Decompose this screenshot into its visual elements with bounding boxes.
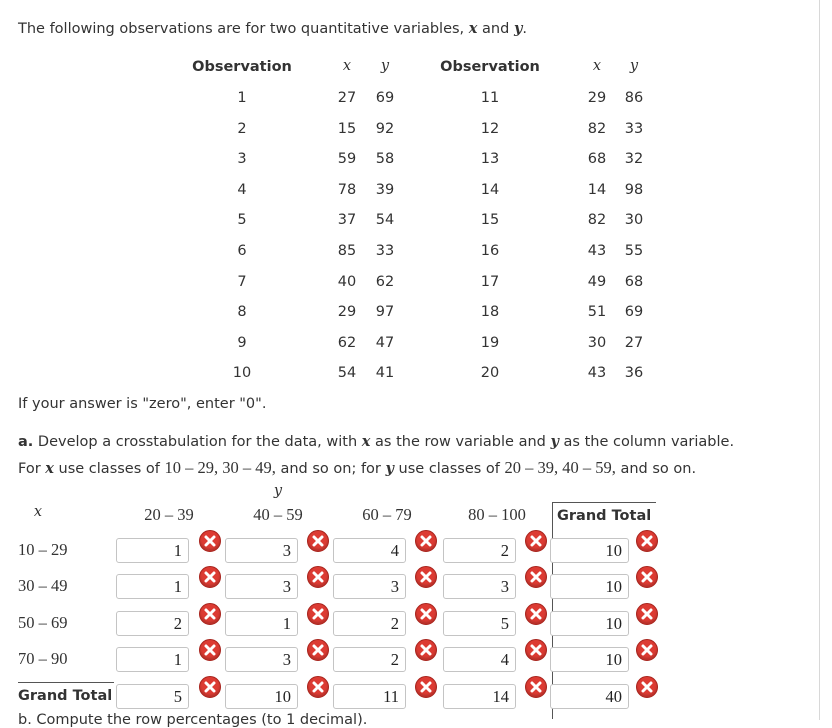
x-value: 43 xyxy=(587,365,607,382)
y-value: 68 xyxy=(624,273,644,290)
x-glyph xyxy=(416,531,436,551)
part-b-partial: b. Compute the row percentages (to 1 decimal). xyxy=(18,712,368,728)
incorrect-icon xyxy=(199,676,221,698)
incorrect-icon xyxy=(636,566,658,588)
incorrect-icon xyxy=(307,566,329,588)
obs-number: 19 xyxy=(480,334,500,351)
incorrect-icon xyxy=(525,566,547,588)
text: use classes of xyxy=(53,461,165,477)
y-value: 47 xyxy=(375,334,395,351)
count-input[interactable]: 3 xyxy=(333,574,406,599)
var-y: y xyxy=(385,460,394,477)
x-glyph xyxy=(308,531,328,551)
row-variable-label: x xyxy=(33,504,43,520)
column-total-input[interactable]: 11 xyxy=(333,684,406,709)
x-classes: 10 – 29, 30 – 49, xyxy=(164,458,276,477)
obs-header-right: Observation xyxy=(440,59,540,75)
incorrect-icon xyxy=(415,603,437,625)
x-glyph xyxy=(416,677,436,697)
text: and so on; for xyxy=(275,461,386,477)
incorrect-icon xyxy=(636,676,658,698)
row-total-input[interactable]: 10 xyxy=(550,647,629,672)
x-value: 29 xyxy=(337,304,357,321)
row-label: 50 – 69 xyxy=(18,613,68,632)
x-value: 78 xyxy=(337,181,357,198)
y-value: 54 xyxy=(375,212,395,229)
incorrect-icon xyxy=(307,530,329,552)
incorrect-icon xyxy=(525,639,547,661)
part-a-line-1 xyxy=(18,429,734,455)
y-header-right: y xyxy=(629,58,639,74)
x-glyph xyxy=(200,677,220,697)
x-glyph xyxy=(526,604,546,624)
obs-number: 16 xyxy=(480,243,500,259)
x-value: 29 xyxy=(587,90,607,106)
x-glyph xyxy=(637,604,657,624)
y-value: 30 xyxy=(624,212,644,229)
text: For xyxy=(18,461,46,477)
count-input[interactable]: 1 xyxy=(116,574,189,599)
count-input[interactable]: 1 xyxy=(116,647,189,672)
obs-number: 7 xyxy=(237,273,247,290)
column-variable-label: y xyxy=(273,483,283,499)
obs-number: 17 xyxy=(480,273,500,290)
intro-part: . xyxy=(522,21,527,37)
incorrect-icon xyxy=(525,603,547,625)
x-value: 62 xyxy=(337,334,357,351)
incorrect-icon xyxy=(307,676,329,698)
row-label: 30 – 49 xyxy=(18,576,68,595)
x-value: 49 xyxy=(587,273,607,290)
y-value: 32 xyxy=(624,151,644,168)
obs-number: 1 xyxy=(237,90,247,106)
intro-text xyxy=(18,20,527,37)
count-input[interactable]: 2 xyxy=(333,647,406,672)
incorrect-icon xyxy=(525,676,547,698)
y-value: 98 xyxy=(624,181,644,198)
x-glyph xyxy=(526,640,546,660)
zero-hint: If your answer is "zero", enter "0". xyxy=(18,396,267,412)
y-value: 62 xyxy=(375,273,395,290)
y-value: 69 xyxy=(375,90,395,106)
y-value: 33 xyxy=(624,120,644,137)
text: and so on. xyxy=(615,461,697,477)
x-glyph xyxy=(308,640,328,660)
obs-number: 8 xyxy=(237,304,247,321)
count-input[interactable]: 3 xyxy=(443,574,516,599)
obs-number: 4 xyxy=(237,181,247,198)
obs-number: 12 xyxy=(480,120,500,137)
x-glyph xyxy=(637,567,657,587)
count-input[interactable]: 4 xyxy=(443,647,516,672)
var-y: y xyxy=(550,433,559,450)
part-a-instructions xyxy=(18,429,734,482)
count-input[interactable]: 3 xyxy=(225,538,298,563)
count-input[interactable]: 1 xyxy=(225,611,298,636)
col-header-2: 40 – 59 xyxy=(253,505,303,524)
y-value: 39 xyxy=(375,181,395,198)
x-glyph xyxy=(526,531,546,551)
incorrect-icon xyxy=(307,603,329,625)
obs-number: 2 xyxy=(237,120,247,137)
row-total-input[interactable]: 10 xyxy=(550,574,629,599)
incorrect-icon xyxy=(636,603,658,625)
x-value: 68 xyxy=(587,151,607,168)
y-value: 58 xyxy=(375,151,395,168)
x-glyph xyxy=(308,677,328,697)
y-value: 86 xyxy=(624,90,644,106)
part-a-label: a. xyxy=(18,434,34,450)
intro-part: The following observations are for two quantitative variables, xyxy=(18,21,469,37)
incorrect-icon xyxy=(636,639,658,661)
incorrect-icon xyxy=(199,639,221,661)
obs-number: 11 xyxy=(480,90,500,106)
y-header-left: y xyxy=(380,58,390,74)
obs-header-left: Observation xyxy=(192,59,292,75)
x-glyph xyxy=(200,531,220,551)
y-value: 92 xyxy=(375,120,395,137)
incorrect-icon xyxy=(199,566,221,588)
row-total-input[interactable]: 10 xyxy=(550,538,629,563)
x-glyph xyxy=(308,567,328,587)
incorrect-icon xyxy=(415,639,437,661)
x-value: 27 xyxy=(337,90,357,106)
x-glyph xyxy=(200,604,220,624)
column-total-input[interactable]: 14 xyxy=(443,684,516,709)
count-input[interactable]: 3 xyxy=(225,647,298,672)
row-total-input[interactable]: 10 xyxy=(550,611,629,636)
count-input[interactable]: 2 xyxy=(116,611,189,636)
incorrect-icon xyxy=(636,530,658,552)
x-glyph xyxy=(637,531,657,551)
grand-total-row-label: Grand Total xyxy=(18,688,113,704)
x-glyph xyxy=(308,604,328,624)
incorrect-icon xyxy=(415,566,437,588)
row-label: 10 – 29 xyxy=(18,540,68,559)
column-total-input[interactable]: 10 xyxy=(225,684,298,709)
obs-number: 3 xyxy=(237,151,247,168)
x-value: 14 xyxy=(587,181,607,198)
y-value: 55 xyxy=(624,243,644,259)
x-glyph xyxy=(200,567,220,587)
text: Develop a crosstabulation for the data, with xyxy=(33,434,362,450)
count-input[interactable]: 5 xyxy=(443,611,516,636)
count-input[interactable]: 2 xyxy=(443,538,516,563)
obs-number: 10 xyxy=(232,365,252,382)
x-value: 43 xyxy=(587,243,607,259)
column-total-input[interactable]: 5 xyxy=(116,684,189,709)
col-header-3: 60 – 79 xyxy=(362,505,412,524)
obs-number: 9 xyxy=(237,334,247,351)
x-value: 40 xyxy=(337,273,357,290)
count-input[interactable]: 4 xyxy=(333,538,406,563)
row-total-input[interactable]: 40 xyxy=(550,684,629,709)
intro-part: and xyxy=(477,21,514,37)
x-value: 59 xyxy=(337,151,357,168)
obs-number: 5 xyxy=(237,212,247,229)
x-header-right: x xyxy=(592,58,602,74)
x-value: 85 xyxy=(337,243,357,259)
x-value: 37 xyxy=(337,212,357,229)
x-glyph xyxy=(416,567,436,587)
text: as the column variable. xyxy=(558,434,735,450)
var-x: x xyxy=(45,460,54,477)
text: use classes of xyxy=(393,461,505,477)
x-glyph xyxy=(637,677,657,697)
x-value: 82 xyxy=(587,120,607,137)
row-label: 70 – 90 xyxy=(18,649,68,668)
x-value: 15 xyxy=(337,120,357,137)
grand-total-col-header: Grand Total xyxy=(557,508,652,524)
x-glyph xyxy=(526,567,546,587)
text: as the row variable and xyxy=(370,434,551,450)
col-header-1: 20 – 39 xyxy=(144,505,194,524)
x-header-left: x xyxy=(342,58,352,74)
var-x: x xyxy=(468,20,478,37)
y-value: 27 xyxy=(624,334,644,351)
y-classes: 20 – 39, 40 – 59, xyxy=(504,458,616,477)
obs-number: 20 xyxy=(480,365,500,382)
y-value: 69 xyxy=(624,304,644,321)
x-glyph xyxy=(526,677,546,697)
grand-total-row-border xyxy=(18,682,114,683)
count-input[interactable]: 2 xyxy=(333,611,406,636)
x-value: 82 xyxy=(587,212,607,229)
obs-number: 6 xyxy=(237,243,247,259)
incorrect-icon xyxy=(415,530,437,552)
y-value: 41 xyxy=(375,365,395,382)
x-glyph xyxy=(200,640,220,660)
obs-number: 14 xyxy=(480,181,500,198)
part-a-line-2 xyxy=(18,455,734,482)
incorrect-icon xyxy=(525,530,547,552)
incorrect-icon xyxy=(199,603,221,625)
x-glyph xyxy=(416,604,436,624)
x-glyph xyxy=(416,640,436,660)
obs-number: 18 xyxy=(480,304,500,321)
x-glyph xyxy=(637,640,657,660)
incorrect-icon xyxy=(199,530,221,552)
count-input[interactable]: 3 xyxy=(225,574,298,599)
x-value: 54 xyxy=(337,365,357,382)
incorrect-icon xyxy=(415,676,437,698)
y-value: 97 xyxy=(375,304,395,321)
incorrect-icon xyxy=(307,639,329,661)
var-x: x xyxy=(361,433,371,450)
obs-number: 13 xyxy=(480,151,500,168)
var-y: y xyxy=(513,20,523,37)
obs-number: 15 xyxy=(480,212,500,229)
col-header-4: 80 – 100 xyxy=(468,505,526,524)
x-value: 51 xyxy=(587,304,607,321)
y-value: 33 xyxy=(375,243,395,259)
x-value: 30 xyxy=(587,334,607,351)
count-input[interactable]: 1 xyxy=(116,538,189,563)
y-value: 36 xyxy=(624,365,644,382)
